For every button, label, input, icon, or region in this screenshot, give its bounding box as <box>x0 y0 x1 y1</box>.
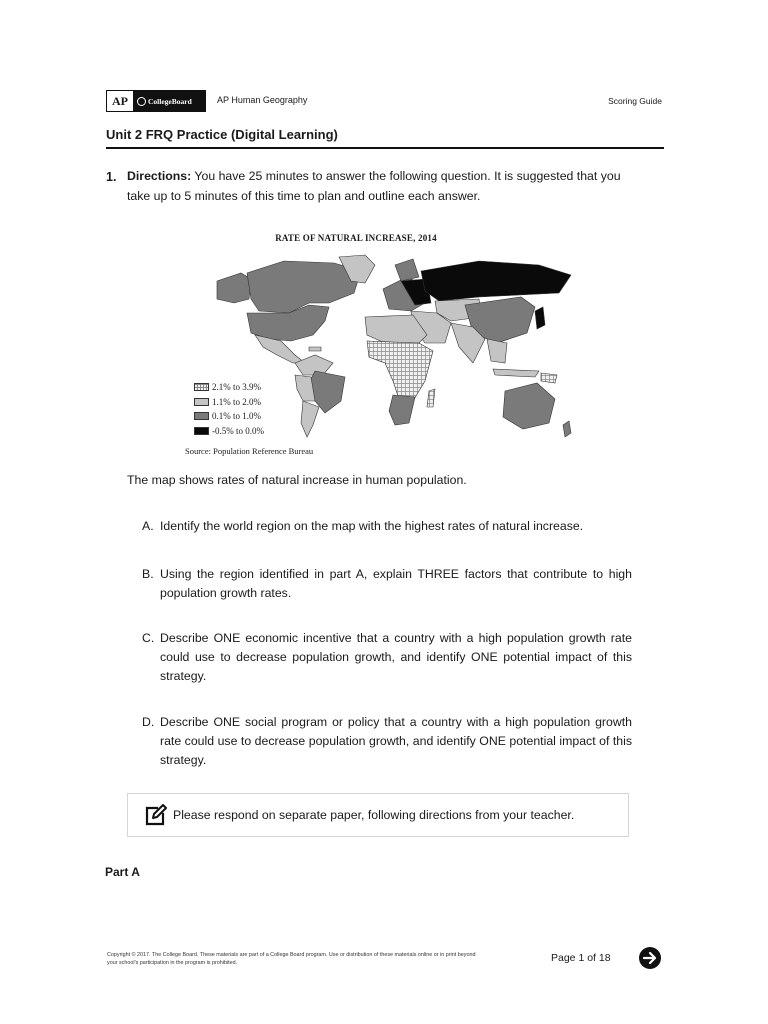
map-region-northern-south-america <box>295 355 333 375</box>
legend-item <box>194 424 264 439</box>
map-region-japan <box>535 307 545 329</box>
map-region-indonesia <box>493 369 539 377</box>
part-letter: B. <box>142 567 154 581</box>
college-board-logo-text: CollegeBoard <box>148 96 192 106</box>
part-text: Using the region identified in part A, explain THREE factors that contribute to high population growth rates. <box>160 567 632 600</box>
unit-title: Unit 2 FRQ Practice (Digital Learning) <box>106 127 338 142</box>
ap-logo-text: AP <box>112 93 128 108</box>
legend-label: 0.1% to 1.0% <box>212 411 261 422</box>
map-title: RATE OF NATURAL INCREASE, 2014 <box>275 233 437 243</box>
map-region-new-zealand <box>563 421 571 437</box>
legend-swatch-black <box>194 427 209 435</box>
arrow-right-icon <box>639 947 661 969</box>
course-name: AP Human Geography <box>217 95 308 105</box>
legend-label: 2.1% to 3.9% <box>212 382 261 393</box>
legend-item <box>194 395 264 410</box>
legend-swatch-dark-gray <box>194 412 209 420</box>
document-type: Scoring Guide <box>608 96 662 106</box>
part-letter: D. <box>142 715 155 729</box>
directions <box>127 166 637 206</box>
map-region-caribbean <box>309 347 321 351</box>
acorn-icon <box>137 97 146 106</box>
part-letter: C. <box>142 631 155 645</box>
page-number: Page 1 of 18 <box>551 952 611 964</box>
part-text: Identify the world region on the map with the highest rates of natural increase. <box>160 519 584 533</box>
pencil-edit-icon <box>144 803 168 827</box>
map-caption: The map shows rates of natural increase in human population. <box>127 473 467 487</box>
map-region-canada <box>247 261 361 313</box>
legend-item <box>194 380 264 395</box>
copyright-notice: Copyright © 2017. The College Board. These materials are part of a College Board program. Use or distribution of these materials online or in print beyond your school's participation in the program is prohibited. <box>107 952 476 966</box>
part-text: Describe ONE social program or policy that a country with a high population growth rate could use to decrease population growth, and identify ONE potential impact of this strategy. <box>160 715 632 767</box>
map-region-russia <box>421 261 571 301</box>
response-instructions: Please respond on separate paper, following directions from your teacher. <box>173 808 575 822</box>
map-source: Source: Population Reference Bureau <box>185 446 314 456</box>
legend-swatch-light-gray <box>194 398 209 406</box>
college-board-logo <box>133 91 205 111</box>
legend-swatch-hatched <box>194 383 209 391</box>
map-region-scandinavia <box>395 259 419 281</box>
map-region-southern-africa <box>389 395 415 425</box>
directions-text: You have 25 minutes to answer the following question. It is suggested that you take up to 5 minutes of this time to plan and outline each answer. <box>127 169 621 203</box>
map-region-alaska <box>217 273 251 303</box>
map-legend <box>194 380 264 438</box>
map-region-southeast-asia <box>487 339 507 363</box>
map-region-madagascar <box>427 389 435 407</box>
question-part-a <box>142 517 632 536</box>
question-number: 1. <box>106 170 117 184</box>
ap-college-board-logo <box>106 90 206 112</box>
map-region-australia <box>503 383 555 429</box>
question-part-b <box>142 565 632 603</box>
legend-label: -0.5% to 0.0% <box>212 425 264 436</box>
next-page-button[interactable] <box>639 947 661 969</box>
header-divider <box>106 147 664 149</box>
legend-item <box>194 409 264 424</box>
map-region-papua-new-guinea <box>541 373 557 383</box>
response-instructions-box <box>127 793 629 837</box>
question-part-d <box>142 713 632 770</box>
question-part-c <box>142 629 632 686</box>
part-heading: Part A <box>105 865 140 879</box>
legend-label: 1.1% to 2.0% <box>212 396 261 407</box>
part-text: Describe ONE economic incentive that a country with a high population growth rate could use to decrease population growth, and identify ONE potential impact of this strategy. <box>160 631 632 683</box>
part-letter: A. <box>142 519 154 533</box>
map-region-southern-cone <box>301 401 319 437</box>
directions-label: Directions: <box>127 169 192 183</box>
natural-increase-map-figure <box>185 233 579 461</box>
